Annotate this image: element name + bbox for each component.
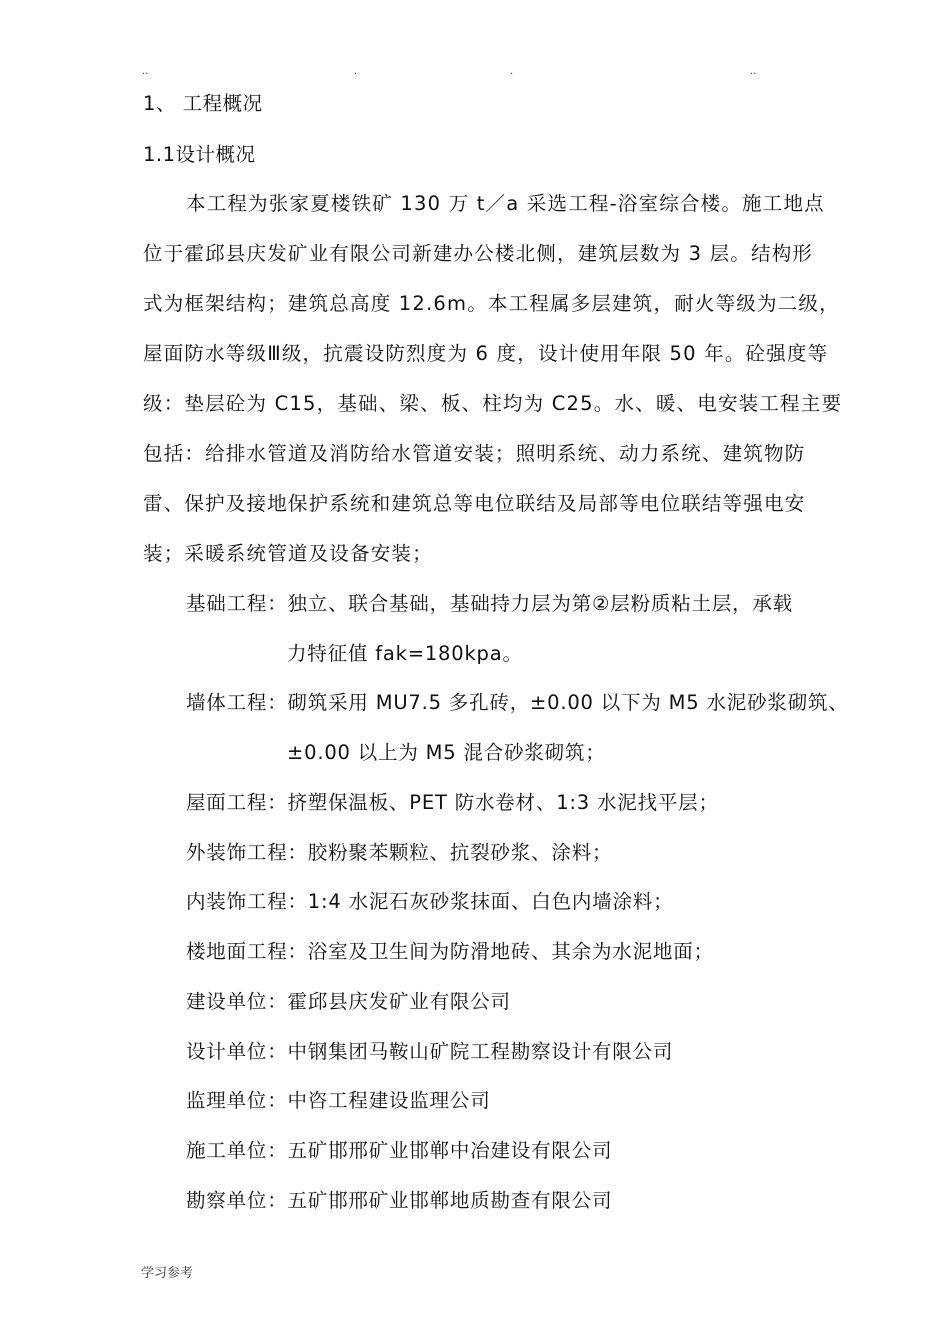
page-footer: 学习参考 [141, 1266, 194, 1281]
header-mark: .. [750, 66, 757, 77]
header-mark: .. [142, 66, 149, 77]
paragraph-line: 包括：给排水管道及消防给水管道安装；照明系统、动力系统、建筑物防 [143, 442, 806, 465]
paragraph-line: 屋面防水等级Ⅲ级，抗震设防烈度为 6 度，设计使用年限 50 年。砼强度等 [143, 342, 829, 365]
foundation-continuation: 力特征值 fak=180kpa。 [287, 642, 523, 665]
contractor-line: 施工单位：五矿邯邢矿业邯郸中冶建设有限公司 [186, 1139, 613, 1162]
paragraph-line: 装；采暖系统管道及设备安装； [143, 542, 433, 565]
paragraph-line: 式为框架结构；建筑总高度 12.6m。本工程属多层建筑，耐火等级为二级， [143, 292, 840, 315]
section-heading: 1、 工程概况 [143, 92, 263, 115]
owner-line: 建设单位：霍邱县庆发矿业有限公司 [186, 990, 511, 1013]
subsection-heading: 1.1设计概况 [143, 143, 256, 166]
header-mark: . [354, 66, 358, 77]
wall-line: 墙体工程：砌筑采用 MU7.5 多孔砖，±0.00 以下为 M5 水泥砂浆砌筑、 [186, 691, 849, 714]
supervisor-line: 监理单位：中咨工程建设监理公司 [186, 1089, 491, 1112]
surveyor-line: 勘察单位：五矿邯邢矿业邯郸地质勘查有限公司 [186, 1189, 613, 1212]
paragraph-line: 位于霍邱县庆发矿业有限公司新建办公楼北侧，建筑层数为 3 层。结构形 [143, 242, 814, 265]
wall-continuation: ±0.00 以上为 M5 混合砂浆砌筑； [287, 741, 606, 764]
interior-line: 内装饰工程：1:4 水泥石灰砂浆抹面、白色内墙涂料； [186, 890, 674, 913]
roof-line: 屋面工程：挤塑保温板、PET 防水卷材、1:3 水泥找平层； [186, 791, 719, 814]
floor-line: 楼地面工程：浴室及卫生间为防滑地砖、其余为水泥地面； [186, 940, 714, 963]
page-header [0, 66, 950, 86]
exterior-line: 外装饰工程：胶粉聚苯颗粒、抗裂砂浆、涂料； [186, 841, 613, 864]
paragraph-line: 级：垫层砼为 C15，基础、梁、板、柱均为 C25。水、暖、电安装工程主要 [143, 392, 843, 415]
paragraph-line: 雷、保护及接地保护系统和建筑总等电位联结及局部等电位联结等强电安 [143, 492, 806, 515]
designer-line: 设计单位：中钢集团马鞍山矿院工程勘察设计有限公司 [186, 1040, 674, 1063]
foundation-line: 基础工程：独立、联合基础，基础持力层为第②层粉质粘土层，承载 [186, 592, 793, 615]
paragraph-line: 本工程为张家夏楼铁矿 130 万 t／a 采选工程-浴室综合楼。施工地点 [186, 192, 825, 215]
header-mark: . [510, 66, 514, 77]
